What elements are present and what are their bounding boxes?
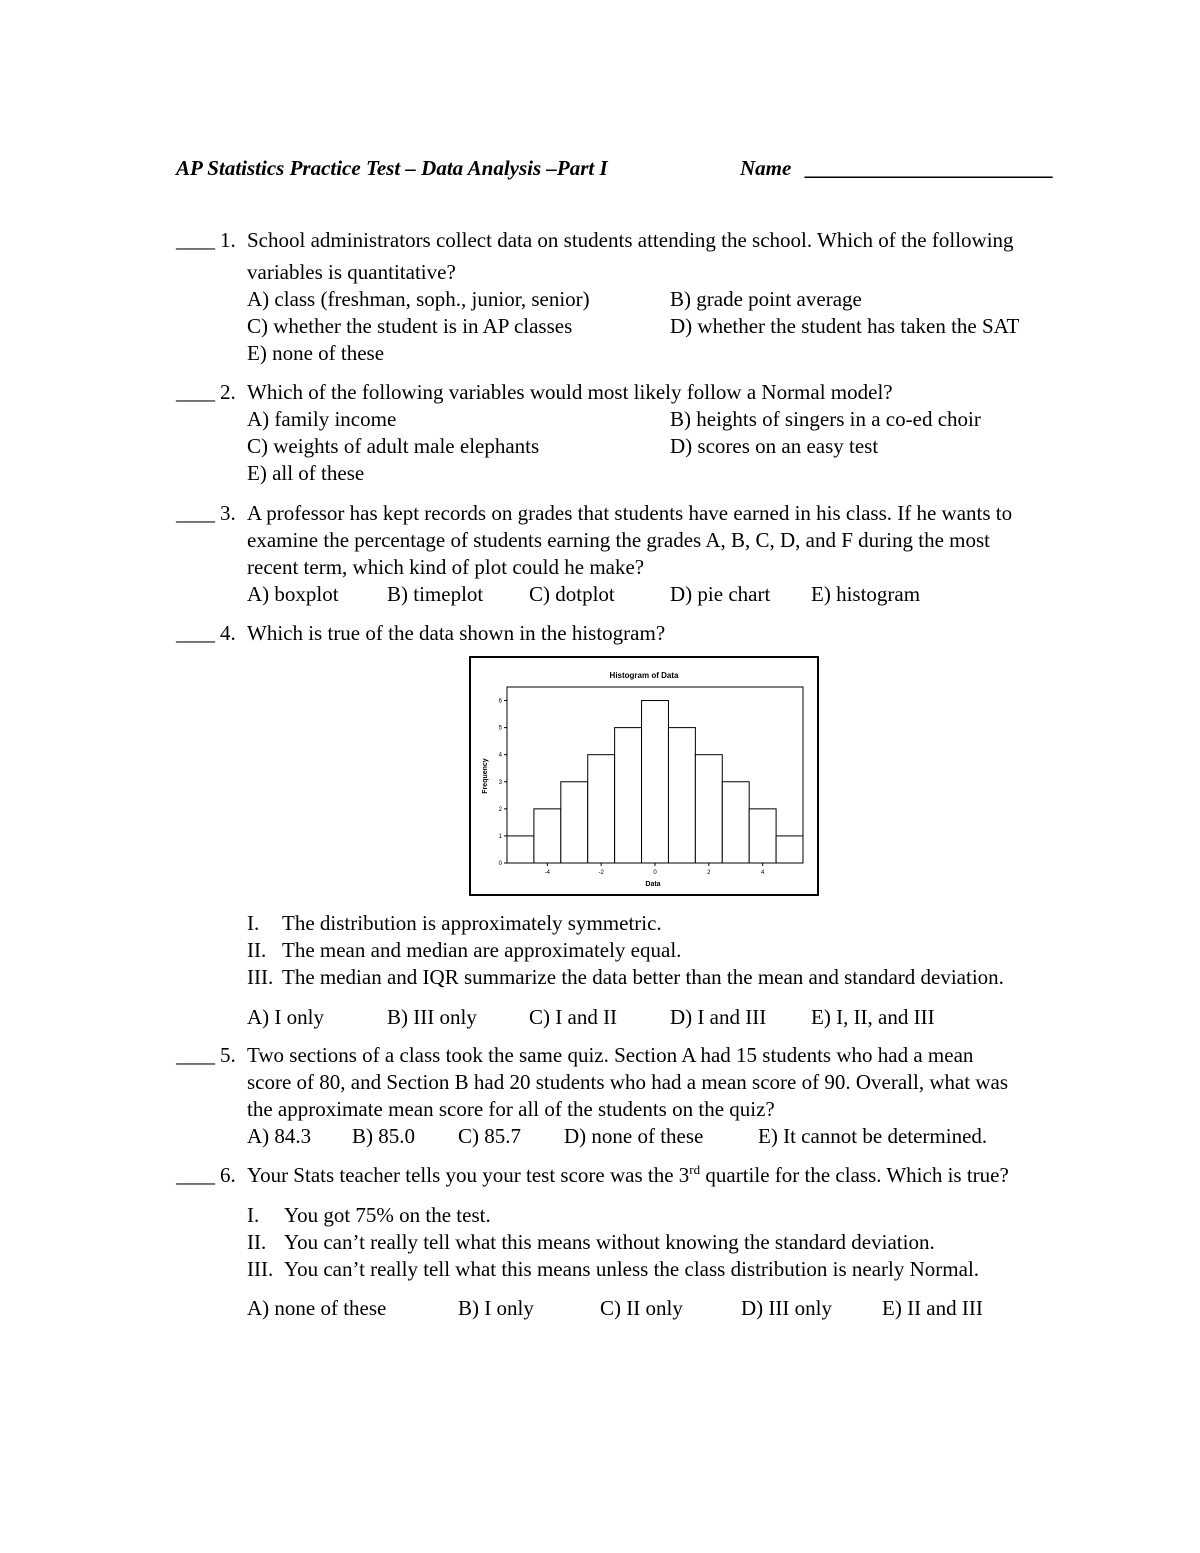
option-b[interactable]: B) timeplot [387,582,484,606]
option-e[interactable]: E) II and III [882,1296,983,1320]
option-d[interactable]: D) I and III [670,1005,767,1029]
question-stem-start: Your Stats teacher tells you your test score was the 3 [247,1163,690,1187]
histogram-bar [534,809,561,863]
y-tick-label: 1 [498,833,502,840]
option-c[interactable]: C) 85.7 [458,1124,521,1148]
option-b[interactable]: B) I only [458,1296,534,1320]
option-d[interactable]: D) none of these [564,1124,704,1148]
question-number: 6. [220,1163,236,1187]
histogram-bar [588,755,615,863]
chart-title: Histogram of Data [609,671,679,680]
statement-text: You got 75% on the test. [284,1203,491,1227]
name-blank[interactable]: __________________________ [806,156,1053,180]
question-stem: recent term, which kind of plot could he make? [247,555,645,579]
histogram-bar [695,755,722,863]
option-a[interactable]: A) none of these [247,1296,387,1320]
option-b[interactable]: B) III only [387,1005,477,1029]
statement-text: You can’t really tell what this means without knowing the standard deviation. [284,1230,935,1254]
x-axis-label: Data [645,881,661,888]
question-number: 4. [220,621,236,645]
statement-text: You can’t really tell what this means unless the class distribution is nearly Normal. [284,1257,980,1281]
statement-numeral: I. [247,1203,260,1227]
option-b[interactable]: B) grade point average [670,287,862,311]
statement-text: The distribution is approximately symmetric. [282,911,662,935]
histogram-chart [471,658,817,894]
ordinal-suffix: rd [689,1162,701,1177]
question-stem: Two sections of a class took the same quiz. Section A had 15 students who had a mean [247,1043,974,1067]
question-stem: score of 80, and Section B had 20 students who had a mean score of 90. Overall, what was [247,1070,1009,1094]
page-title: AP Statistics Practice Test – Data Analysis –Part I [176,156,608,180]
question-stem: School administrators collect data on students attending the school. Which of the following [247,228,1014,252]
x-tick-label: -2 [598,870,604,876]
question-stem-end: quartile for the class. Which is true? [700,1163,1009,1187]
histogram-bar [776,836,803,863]
answer-blank[interactable]: ____ [176,380,214,404]
option-a[interactable]: A) boxplot [247,582,339,606]
option-d[interactable]: D) pie chart [670,582,771,606]
option-d[interactable]: D) scores on an easy test [670,434,879,458]
option-c[interactable]: C) I and II [529,1005,618,1029]
option-a[interactable]: A) class (freshman, soph., junior, senior) [247,287,590,311]
question-stem: A professor has kept records on grades that students have earned in his class. If he wants to [247,501,1013,525]
question-number: 1. [220,228,236,252]
y-tick-label: 5 [498,725,502,732]
y-tick-label: 0 [498,861,502,867]
statement-numeral: I. [247,911,260,935]
question-stem: variables is quantitative? [247,260,456,284]
option-e[interactable]: E) all of these [247,461,365,485]
answer-blank[interactable]: ____ [176,621,214,645]
name-label: Name [740,156,792,180]
y-tick-label: 4 [498,752,502,759]
histogram-bar [722,782,749,863]
x-tick-label: -4 [544,870,551,876]
statement-text: The median and IQR summarize the data better than the mean and standard deviation. [282,965,1004,989]
option-e[interactable]: E) none of these [247,341,385,365]
question-stem [247,1162,1009,1187]
option-c[interactable]: C) II only [600,1296,683,1320]
statement-numeral: II. [247,1230,267,1254]
option-a[interactable]: A) 84.3 [247,1124,312,1148]
x-tick-label: 0 [653,870,657,876]
option-b[interactable]: B) heights of singers in a co-ed choir [670,407,981,431]
histogram-bar [668,728,695,863]
statement-numeral: III. [247,965,274,989]
histogram-bar [507,836,534,863]
x-tick-label: 2 [707,870,711,876]
answer-blank[interactable]: ____ [176,228,214,252]
answer-blank[interactable]: ____ [176,501,214,525]
y-tick-label: 6 [498,698,502,705]
option-c[interactable]: C) weights of adult male elephants [247,434,540,458]
question-number: 2. [220,380,236,404]
question-number: 5. [220,1043,236,1067]
question-stem: examine the percentage of students earning the grades A, B, C, D, and F during the most [247,528,990,552]
y-tick-label: 2 [498,806,502,813]
option-d[interactable]: D) whether the student has taken the SAT [670,314,1020,338]
question-stem: the approximate mean score for all of the students on the quiz? [247,1097,775,1121]
histogram-frame [469,656,819,896]
histogram-bar [642,701,669,863]
answer-blank[interactable]: ____ [176,1043,214,1067]
option-e[interactable]: E) I, II, and III [811,1005,935,1029]
option-c[interactable]: C) dotplot [529,582,615,606]
question-stem: Which of the following variables would most likely follow a Normal model? [247,380,893,404]
option-e[interactable]: E) histogram [811,582,921,606]
answer-blank[interactable]: ____ [176,1163,214,1187]
question-number: 3. [220,501,236,525]
option-b[interactable]: B) 85.0 [352,1124,415,1148]
statement-numeral: II. [247,938,267,962]
option-c[interactable]: C) whether the student is in AP classes [247,314,573,338]
histogram-bar [561,782,588,863]
y-axis-label: Frequency [482,758,489,794]
statement-text: The mean and median are approximately equal. [282,938,682,962]
question-stem: Which is true of the data shown in the histogram? [247,621,666,645]
option-a[interactable]: A) family income [247,407,397,431]
option-a[interactable]: A) I only [247,1005,324,1029]
y-tick-label: 3 [498,779,502,786]
statement-numeral: III. [247,1257,274,1281]
x-tick-label: 4 [760,870,765,876]
histogram-bar [749,809,776,863]
option-e[interactable]: E) It cannot be determined. [758,1124,988,1148]
histogram-bar [615,728,642,863]
option-d[interactable]: D) III only [741,1296,832,1320]
